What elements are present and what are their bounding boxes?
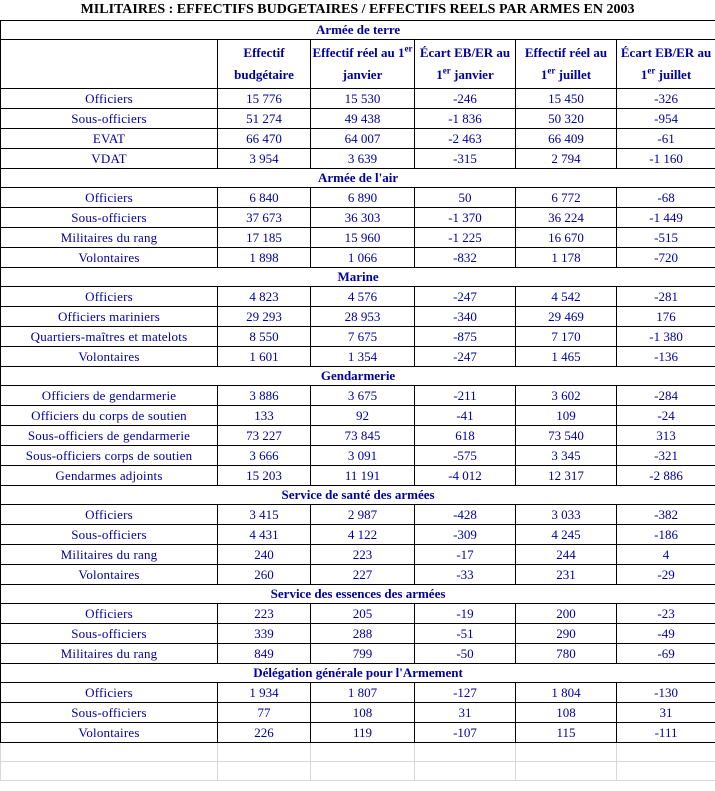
value-cell: 50 320: [516, 109, 617, 129]
table-row: [1, 228, 715, 248]
value-cell: 92: [311, 406, 415, 426]
section-header-row: [1, 367, 715, 386]
table-row: [1, 386, 715, 406]
value-cell: 3 675: [311, 386, 415, 406]
value-cell: 17 185: [218, 228, 311, 248]
value-cell: 12 317: [516, 466, 617, 486]
value-cell: -321: [617, 446, 715, 466]
value-cell: -2 463: [415, 129, 516, 149]
value-cell: 288: [311, 624, 415, 644]
empty-cell: [415, 762, 516, 781]
value-cell: -247: [415, 287, 516, 307]
value-cell: 244: [516, 545, 617, 565]
column-header-text: Écart EB/ER au 1: [620, 45, 712, 82]
empty-cell: [1, 762, 218, 781]
value-cell: 205: [311, 604, 415, 624]
column-header-tail: janvier: [342, 67, 383, 82]
value-cell: -246: [415, 89, 516, 109]
value-cell: -515: [617, 228, 715, 248]
value-cell: -33: [415, 565, 516, 585]
value-cell: -19: [415, 604, 516, 624]
value-cell: 108: [516, 703, 617, 723]
row-label: Officiers: [1, 287, 218, 307]
section-title: Armée de terre: [1, 21, 715, 40]
value-cell: -954: [617, 109, 715, 129]
row-label: Officiers: [1, 188, 218, 208]
value-cell: -382: [617, 505, 715, 525]
value-cell: 15 776: [218, 89, 311, 109]
row-label: Militaires du rang: [1, 644, 218, 664]
section-header-row: [1, 169, 715, 188]
value-cell: 176: [617, 307, 715, 327]
table-row: [1, 565, 715, 585]
column-header-superscript: er: [547, 65, 556, 76]
value-cell: 3 602: [516, 386, 617, 406]
row-label: Officiers: [1, 89, 218, 109]
value-cell: 339: [218, 624, 311, 644]
value-cell: -68: [617, 188, 715, 208]
value-cell: 109: [516, 406, 617, 426]
section-header-row: [1, 486, 715, 505]
value-cell: -23: [617, 604, 715, 624]
value-cell: 1 601: [218, 347, 311, 367]
value-cell: 313: [617, 426, 715, 446]
row-label: Volontaires: [1, 347, 218, 367]
row-label: Sous-officiers corps de soutien: [1, 446, 218, 466]
value-cell: -2 886: [617, 466, 715, 486]
table-row: [1, 347, 715, 367]
column-header: [311, 40, 415, 89]
value-cell: 3 415: [218, 505, 311, 525]
column-header-tail: janvier: [450, 67, 494, 82]
table-row: [1, 188, 715, 208]
value-cell: 1 898: [218, 248, 311, 268]
row-label: Sous-officiers: [1, 525, 218, 545]
value-cell: 1 807: [311, 683, 415, 703]
column-header-superscript: er: [647, 65, 656, 76]
value-cell: 4 576: [311, 287, 415, 307]
value-cell: 15 530: [311, 89, 415, 109]
value-cell: 15 960: [311, 228, 415, 248]
empty-row: [1, 743, 715, 762]
table-row: [1, 149, 715, 169]
value-cell: 7 675: [311, 327, 415, 347]
row-label: Quartiers-maîtres et matelots: [1, 327, 218, 347]
value-cell: 3 345: [516, 446, 617, 466]
value-cell: 115: [516, 723, 617, 743]
row-label: Volontaires: [1, 248, 218, 268]
value-cell: 8 550: [218, 327, 311, 347]
row-label: Gendarmes adjoints: [1, 466, 218, 486]
empty-cell: [311, 743, 415, 762]
empty-cell: [516, 743, 617, 762]
value-cell: 290: [516, 624, 617, 644]
value-cell: 4 542: [516, 287, 617, 307]
value-cell: 4: [617, 545, 715, 565]
row-label: Sous-officiers: [1, 703, 218, 723]
table-row: [1, 545, 715, 565]
section-header-row: [1, 585, 715, 604]
value-cell: 231: [516, 565, 617, 585]
value-cell: 3 886: [218, 386, 311, 406]
value-cell: 11 191: [311, 466, 415, 486]
table-row: [1, 109, 715, 129]
effectifs-table-container: [0, 20, 715, 781]
value-cell: 240: [218, 545, 311, 565]
value-cell: 223: [218, 604, 311, 624]
value-cell: 15 203: [218, 466, 311, 486]
table-row: [1, 327, 715, 347]
table-row: [1, 446, 715, 466]
row-label: Militaires du rang: [1, 545, 218, 565]
value-cell: 6 890: [311, 188, 415, 208]
table-row: [1, 703, 715, 723]
value-cell: 780: [516, 644, 617, 664]
section-title: Marine: [1, 268, 715, 287]
table-row: [1, 505, 715, 525]
value-cell: 3 033: [516, 505, 617, 525]
page-title: MILITAIRES : EFFECTIFS BUDGETAIRES / EFFECTIFS REELS PAR ARMES EN 2003: [80, 2, 635, 17]
value-cell: -1 380: [617, 327, 715, 347]
value-cell: -130: [617, 683, 715, 703]
row-label: EVAT: [1, 129, 218, 149]
value-cell: 64 007: [311, 129, 415, 149]
empty-cell: [415, 743, 516, 762]
value-cell: -17: [415, 545, 516, 565]
value-cell: 16 670: [516, 228, 617, 248]
header-blank: [1, 40, 218, 89]
value-cell: 2 987: [311, 505, 415, 525]
column-header-row: [1, 40, 715, 89]
value-cell: -832: [415, 248, 516, 268]
value-cell: -1 836: [415, 109, 516, 129]
empty-cell: [311, 762, 415, 781]
value-cell: -49: [617, 624, 715, 644]
value-cell: -247: [415, 347, 516, 367]
value-cell: -575: [415, 446, 516, 466]
column-header-tail: juillet: [555, 67, 592, 82]
value-cell: 31: [617, 703, 715, 723]
column-header: [218, 40, 311, 89]
value-cell: 119: [311, 723, 415, 743]
column-header-text: Effectif réel au 1: [524, 45, 608, 82]
value-cell: 226: [218, 723, 311, 743]
column-header: [516, 40, 617, 89]
value-cell: 133: [218, 406, 311, 426]
value-cell: 618: [415, 426, 516, 446]
column-header-superscript: er: [442, 65, 451, 76]
table-body: [1, 21, 715, 781]
value-cell: 1 178: [516, 248, 617, 268]
row-label: Officiers de gendarmerie: [1, 386, 218, 406]
value-cell: -720: [617, 248, 715, 268]
value-cell: -315: [415, 149, 516, 169]
value-cell: -51: [415, 624, 516, 644]
value-cell: 3 954: [218, 149, 311, 169]
value-cell: -1 160: [617, 149, 715, 169]
value-cell: 28 953: [311, 307, 415, 327]
row-label: Officiers mariniers: [1, 307, 218, 327]
table-row: [1, 644, 715, 664]
value-cell: 4 823: [218, 287, 311, 307]
value-cell: -340: [415, 307, 516, 327]
row-label: Officiers: [1, 505, 218, 525]
empty-cell: [1, 743, 218, 762]
value-cell: -1 449: [617, 208, 715, 228]
section-title: Armée de l'air: [1, 169, 715, 188]
value-cell: 223: [311, 545, 415, 565]
value-cell: -24: [617, 406, 715, 426]
value-cell: -284: [617, 386, 715, 406]
empty-cell: [617, 743, 715, 762]
value-cell: 4 431: [218, 525, 311, 545]
value-cell: 1 066: [311, 248, 415, 268]
column-header: [617, 40, 715, 89]
table-row: [1, 208, 715, 228]
row-label: Volontaires: [1, 565, 218, 585]
section-header-row: [1, 21, 715, 40]
value-cell: 1 465: [516, 347, 617, 367]
column-header-text: Écart EB/ER au 1: [419, 45, 511, 82]
value-cell: 4 122: [311, 525, 415, 545]
value-cell: 200: [516, 604, 617, 624]
value-cell: 50: [415, 188, 516, 208]
value-cell: -127: [415, 683, 516, 703]
value-cell: 3 091: [311, 446, 415, 466]
value-cell: 77: [218, 703, 311, 723]
table-row: [1, 287, 715, 307]
table-row: [1, 248, 715, 268]
value-cell: 15 450: [516, 89, 617, 109]
value-cell: -186: [617, 525, 715, 545]
value-cell: 36 224: [516, 208, 617, 228]
row-label: Militaires du rang: [1, 228, 218, 248]
value-cell: 227: [311, 565, 415, 585]
value-cell: 66 470: [218, 129, 311, 149]
section-title: Gendarmerie: [1, 367, 715, 386]
table-row: [1, 683, 715, 703]
column-header-tail: juillet: [655, 67, 692, 82]
value-cell: 849: [218, 644, 311, 664]
section-title: Délégation générale pour l'Armement: [1, 664, 715, 683]
value-cell: -1 225: [415, 228, 516, 248]
value-cell: 37 673: [218, 208, 311, 228]
value-cell: 260: [218, 565, 311, 585]
table-row: [1, 466, 715, 486]
value-cell: -875: [415, 327, 516, 347]
value-cell: -69: [617, 644, 715, 664]
value-cell: 4 245: [516, 525, 617, 545]
section-header-row: [1, 664, 715, 683]
value-cell: 29 469: [516, 307, 617, 327]
table-row: [1, 624, 715, 644]
empty-cell: [218, 762, 311, 781]
value-cell: 1 354: [311, 347, 415, 367]
table-row: [1, 723, 715, 743]
section-header-row: [1, 268, 715, 287]
value-cell: -4 012: [415, 466, 516, 486]
table-row: [1, 525, 715, 545]
value-cell: 7 170: [516, 327, 617, 347]
value-cell: 51 274: [218, 109, 311, 129]
value-cell: 73 845: [311, 426, 415, 446]
row-label: Sous-officiers: [1, 208, 218, 228]
empty-cell: [516, 762, 617, 781]
column-header-text: Effectif réel au 1: [312, 45, 405, 60]
row-label: Officiers: [1, 683, 218, 703]
value-cell: -211: [415, 386, 516, 406]
column-header-text: Effectif budgétaire: [234, 45, 294, 82]
value-cell: 3 666: [218, 446, 311, 466]
value-cell: 73 227: [218, 426, 311, 446]
column-header: [415, 40, 516, 89]
value-cell: 49 438: [311, 109, 415, 129]
value-cell: -281: [617, 287, 715, 307]
section-title: Service des essences des armées: [1, 585, 715, 604]
row-label: Sous-officiers: [1, 624, 218, 644]
column-header-superscript: er: [404, 43, 413, 54]
value-cell: 6 772: [516, 188, 617, 208]
table-row: [1, 426, 715, 446]
value-cell: 66 409: [516, 129, 617, 149]
value-cell: -29: [617, 565, 715, 585]
value-cell: 2 794: [516, 149, 617, 169]
value-cell: -41: [415, 406, 516, 426]
value-cell: -107: [415, 723, 516, 743]
value-cell: -1 370: [415, 208, 516, 228]
row-label: Sous-officiers de gendarmerie: [1, 426, 218, 446]
row-label: VDAT: [1, 149, 218, 169]
value-cell: 3 639: [311, 149, 415, 169]
empty-row: [1, 762, 715, 781]
value-cell: 29 293: [218, 307, 311, 327]
row-label: Volontaires: [1, 723, 218, 743]
value-cell: 799: [311, 644, 415, 664]
row-label: Sous-officiers: [1, 109, 218, 129]
value-cell: 73 540: [516, 426, 617, 446]
value-cell: -50: [415, 644, 516, 664]
empty-cell: [617, 762, 715, 781]
row-label: Officiers du corps de soutien: [1, 406, 218, 426]
value-cell: 108: [311, 703, 415, 723]
table-row: [1, 307, 715, 327]
value-cell: -111: [617, 723, 715, 743]
value-cell: -61: [617, 129, 715, 149]
value-cell: -309: [415, 525, 516, 545]
empty-cell: [218, 743, 311, 762]
table-row: [1, 89, 715, 109]
value-cell: 6 840: [218, 188, 311, 208]
value-cell: -136: [617, 347, 715, 367]
section-title: Service de santé des armées: [1, 486, 715, 505]
value-cell: 1 934: [218, 683, 311, 703]
effectifs-table: [0, 20, 715, 781]
value-cell: 36 303: [311, 208, 415, 228]
value-cell: 31: [415, 703, 516, 723]
value-cell: 1 804: [516, 683, 617, 703]
value-cell: -428: [415, 505, 516, 525]
table-row: [1, 129, 715, 149]
value-cell: -326: [617, 89, 715, 109]
table-row: [1, 604, 715, 624]
row-label: Officiers: [1, 604, 218, 624]
table-row: [1, 406, 715, 426]
